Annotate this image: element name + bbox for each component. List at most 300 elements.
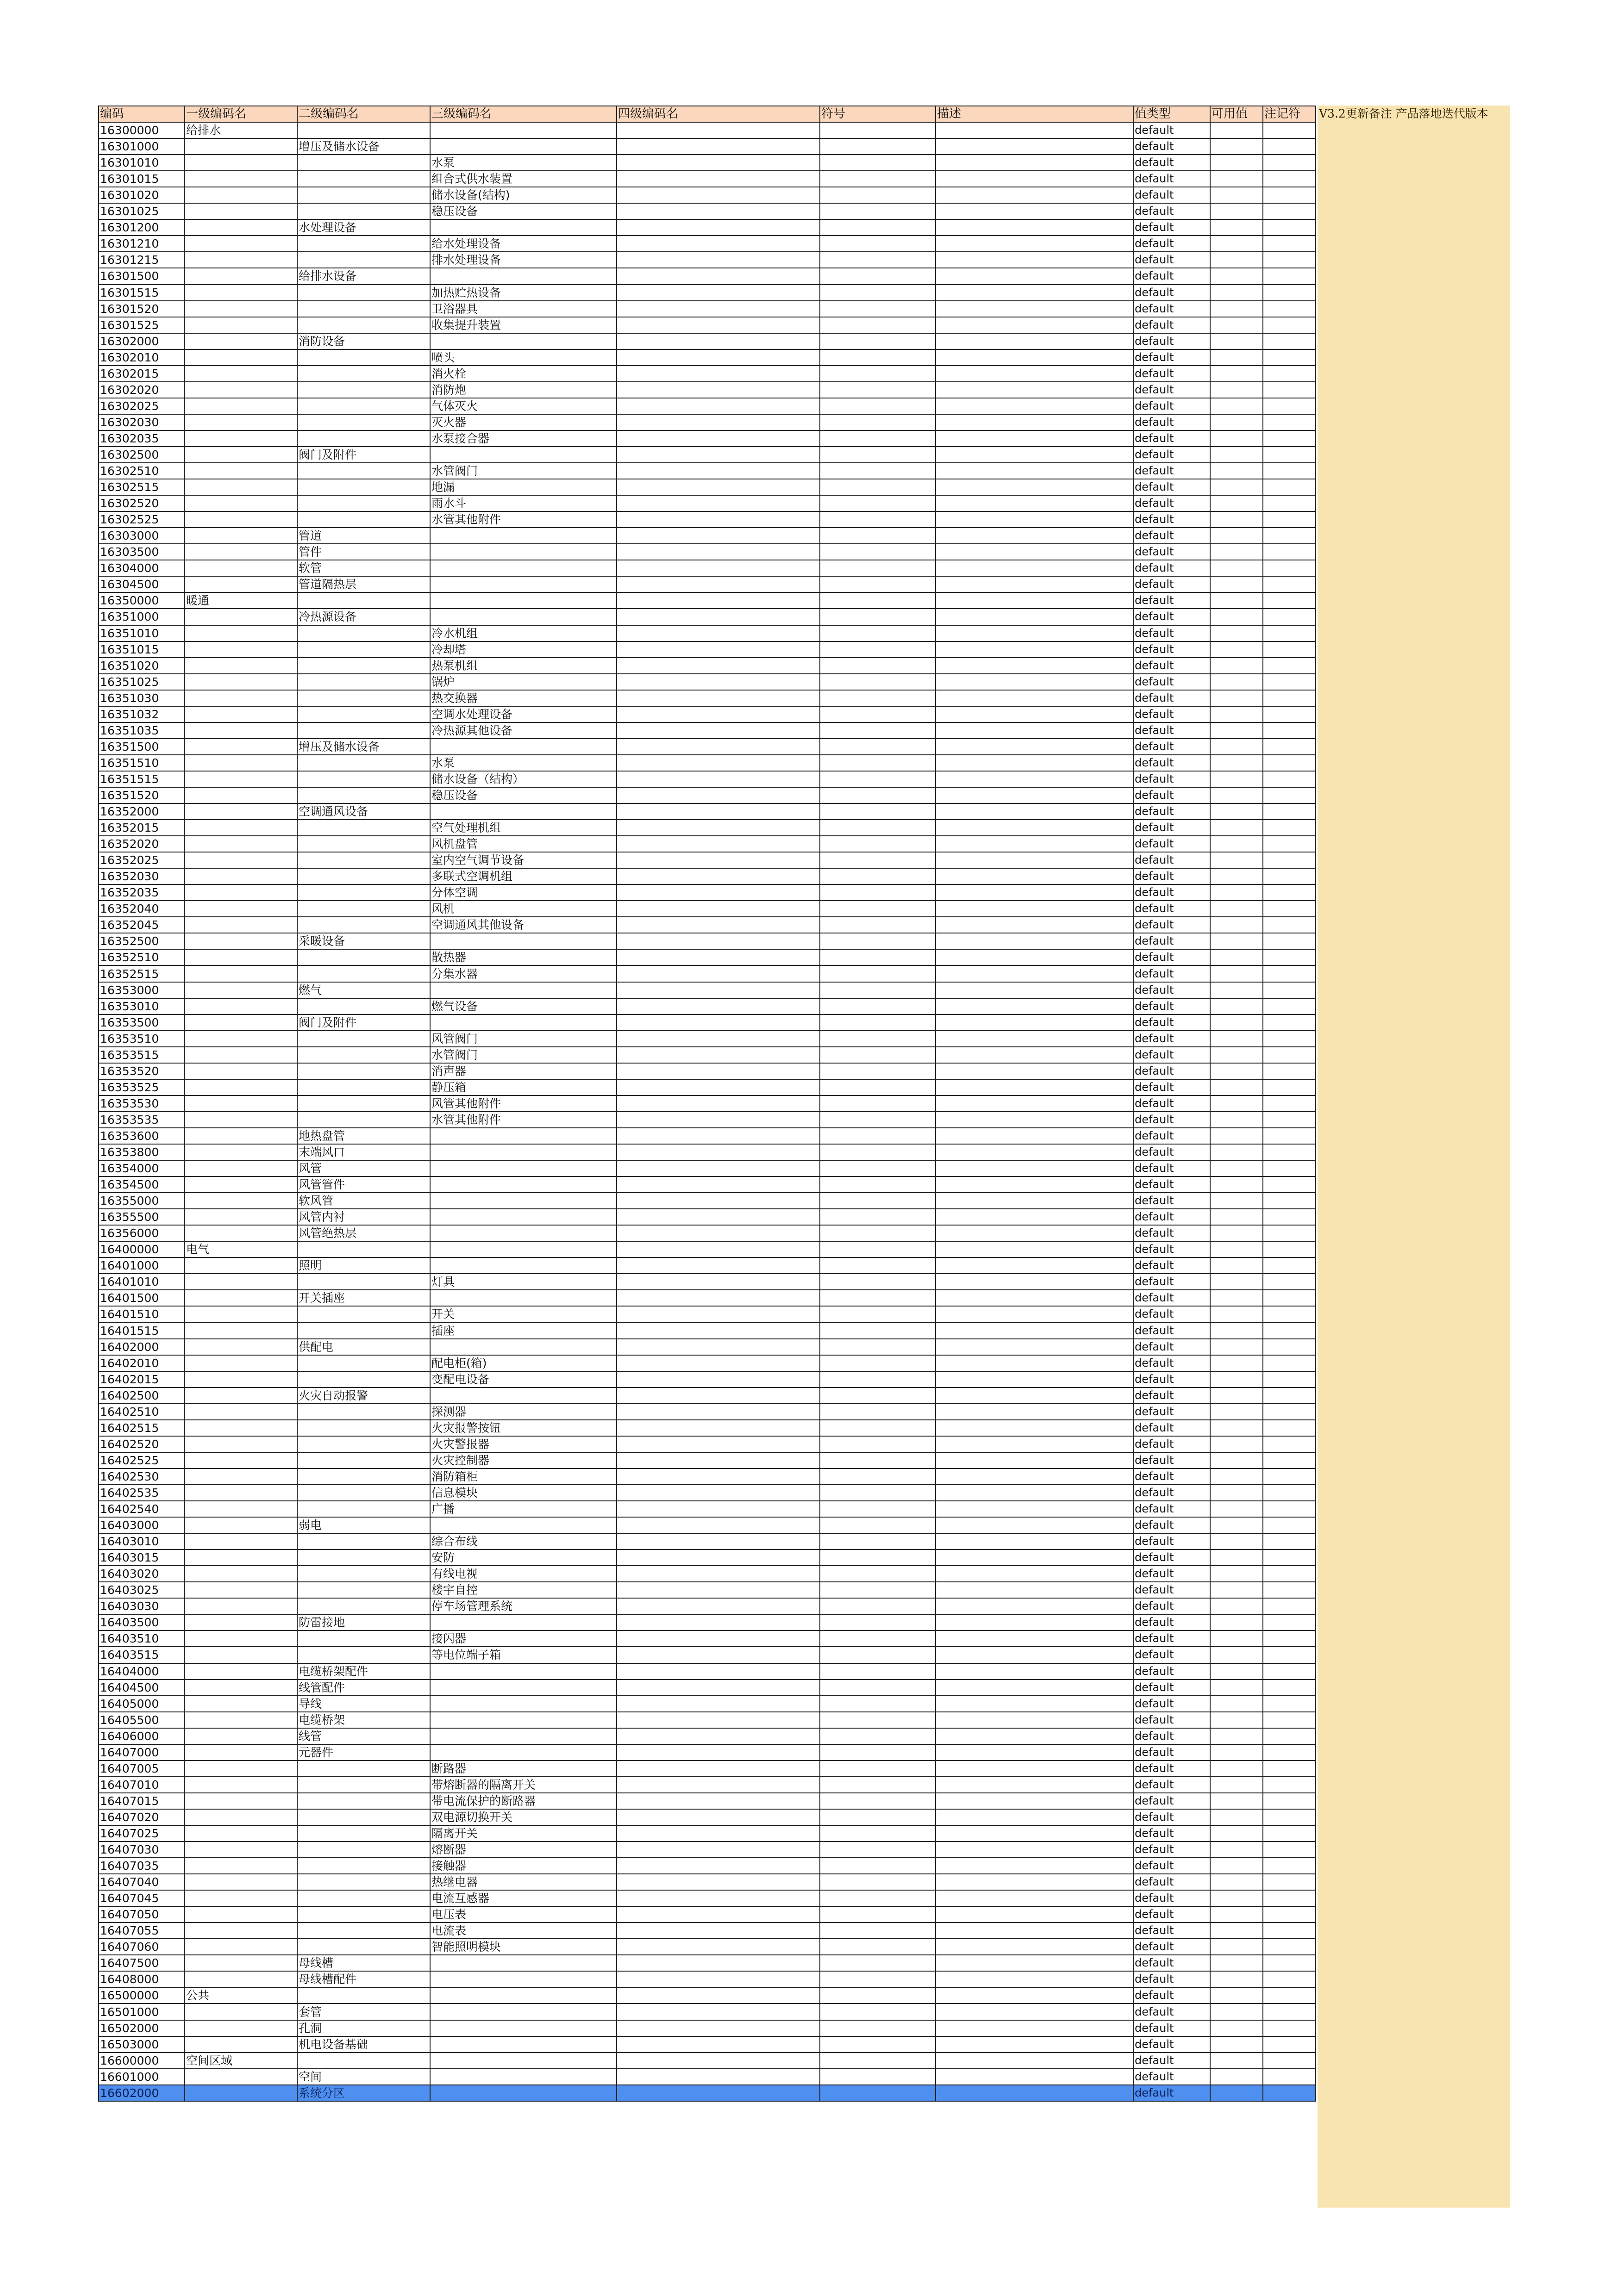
cell-code[interactable]: 16301010 xyxy=(99,155,185,171)
cell-level3[interactable] xyxy=(430,1728,617,1744)
cell-allowed-values[interactable] xyxy=(1210,2053,1263,2069)
cell-allowed-values[interactable] xyxy=(1210,1128,1263,1144)
cell-symbol[interactable] xyxy=(820,1274,936,1290)
cell-level1[interactable] xyxy=(185,917,297,933)
table-row[interactable] xyxy=(99,625,1316,641)
cell-symbol[interactable] xyxy=(820,366,936,382)
cell-description[interactable] xyxy=(936,1680,1133,1696)
cell-allowed-values[interactable] xyxy=(1210,771,1263,787)
cell-code[interactable]: 16352015 xyxy=(99,820,185,836)
cell-description[interactable] xyxy=(936,1858,1133,1874)
table-row[interactable] xyxy=(99,1501,1316,1517)
cell-description[interactable] xyxy=(936,1598,1133,1614)
cell-note[interactable] xyxy=(1263,1614,1316,1630)
cell-value-type[interactable]: default xyxy=(1133,658,1210,674)
cell-level2[interactable] xyxy=(297,1452,430,1468)
cell-symbol[interactable] xyxy=(820,933,936,949)
cell-description[interactable] xyxy=(936,1533,1133,1549)
cell-level2[interactable] xyxy=(297,1274,430,1290)
cell-note[interactable] xyxy=(1263,1160,1316,1176)
cell-value-type[interactable]: default xyxy=(1133,836,1210,852)
cell-level2[interactable] xyxy=(297,1436,430,1452)
cell-note[interactable] xyxy=(1263,349,1316,366)
cell-level3[interactable]: 给水处理设备 xyxy=(430,236,617,252)
table-row[interactable] xyxy=(99,447,1316,463)
cell-symbol[interactable] xyxy=(820,2085,936,2101)
cell-level2[interactable]: 消防设备 xyxy=(297,333,430,349)
table-row[interactable] xyxy=(99,2053,1316,2069)
cell-level3[interactable] xyxy=(430,2036,617,2053)
cell-symbol[interactable] xyxy=(820,1323,936,1339)
cell-level3[interactable] xyxy=(430,219,617,236)
cell-allowed-values[interactable] xyxy=(1210,463,1263,479)
cell-description[interactable] xyxy=(936,592,1133,609)
cell-level3[interactable] xyxy=(430,1663,617,1680)
table-row[interactable] xyxy=(99,1566,1316,1582)
cell-level3[interactable]: 空调水处理设备 xyxy=(430,706,617,722)
cell-level3[interactable] xyxy=(430,333,617,349)
cell-level2[interactable] xyxy=(297,771,430,787)
cell-level1[interactable] xyxy=(185,511,297,528)
table-row[interactable] xyxy=(99,1388,1316,1404)
cell-note[interactable] xyxy=(1263,933,1316,949)
table-row[interactable] xyxy=(99,820,1316,836)
cell-code[interactable]: 16351515 xyxy=(99,771,185,787)
cell-level3[interactable]: 收集提升装置 xyxy=(430,317,617,333)
cell-level1[interactable] xyxy=(185,1630,297,1647)
table-row[interactable] xyxy=(99,1890,1316,1906)
cell-allowed-values[interactable] xyxy=(1210,1323,1263,1339)
cell-symbol[interactable] xyxy=(820,1420,936,1436)
cell-level3[interactable] xyxy=(430,122,617,138)
cell-level2[interactable] xyxy=(297,1549,430,1566)
cell-value-type[interactable]: default xyxy=(1133,1533,1210,1549)
table-row[interactable] xyxy=(99,1160,1316,1176)
cell-level4[interactable] xyxy=(617,771,820,787)
cell-level1[interactable] xyxy=(185,1744,297,1761)
table-row[interactable] xyxy=(99,528,1316,544)
cell-value-type[interactable]: default xyxy=(1133,722,1210,739)
cell-level3[interactable]: 消火栓 xyxy=(430,366,617,382)
cell-allowed-values[interactable] xyxy=(1210,1566,1263,1582)
cell-level1[interactable] xyxy=(185,1420,297,1436)
cell-level1[interactable] xyxy=(185,1176,297,1193)
cell-level1[interactable] xyxy=(185,1193,297,1209)
cell-symbol[interactable] xyxy=(820,187,936,203)
cell-description[interactable] xyxy=(936,495,1133,511)
cell-symbol[interactable] xyxy=(820,1452,936,1468)
cell-symbol[interactable] xyxy=(820,739,936,755)
cell-allowed-values[interactable] xyxy=(1210,1923,1263,1939)
cell-value-type[interactable]: default xyxy=(1133,1680,1210,1696)
cell-symbol[interactable] xyxy=(820,787,936,803)
table-row[interactable] xyxy=(99,982,1316,998)
cell-level4[interactable] xyxy=(617,1160,820,1176)
cell-value-type[interactable]: default xyxy=(1133,1842,1210,1858)
table-row[interactable] xyxy=(99,2069,1316,2085)
cell-level1[interactable]: 空间区域 xyxy=(185,2053,297,2069)
cell-level4[interactable] xyxy=(617,706,820,722)
cell-symbol[interactable] xyxy=(820,317,936,333)
cell-level2[interactable]: 风管绝热层 xyxy=(297,1225,430,1241)
cell-level4[interactable] xyxy=(617,755,820,771)
cell-value-type[interactable]: default xyxy=(1133,1452,1210,1468)
cell-level3[interactable]: 空调通风其他设备 xyxy=(430,917,617,933)
table-row[interactable] xyxy=(99,1420,1316,1436)
cell-code[interactable]: 16352025 xyxy=(99,852,185,868)
cell-code[interactable]: 16301500 xyxy=(99,268,185,284)
cell-note[interactable] xyxy=(1263,658,1316,674)
cell-allowed-values[interactable] xyxy=(1210,333,1263,349)
cell-allowed-values[interactable] xyxy=(1210,1031,1263,1047)
cell-symbol[interactable] xyxy=(820,349,936,366)
cell-note[interactable] xyxy=(1263,1323,1316,1339)
table-row[interactable] xyxy=(99,333,1316,349)
table-row[interactable] xyxy=(99,1696,1316,1712)
cell-description[interactable] xyxy=(936,1128,1133,1144)
table-row[interactable] xyxy=(99,706,1316,722)
cell-level4[interactable] xyxy=(617,1339,820,1355)
cell-level4[interactable] xyxy=(617,349,820,366)
cell-level1[interactable] xyxy=(185,1112,297,1128)
cell-level2[interactable] xyxy=(297,1031,430,1047)
cell-code[interactable]: 16300000 xyxy=(99,122,185,138)
cell-code[interactable]: 16301025 xyxy=(99,203,185,219)
cell-allowed-values[interactable] xyxy=(1210,171,1263,187)
table-row[interactable] xyxy=(99,398,1316,414)
cell-level3[interactable] xyxy=(430,576,617,592)
cell-description[interactable] xyxy=(936,1793,1133,1809)
cell-note[interactable] xyxy=(1263,1809,1316,1825)
cell-code[interactable]: 16407060 xyxy=(99,1939,185,1955)
cell-level1[interactable] xyxy=(185,1874,297,1890)
cell-description[interactable] xyxy=(936,2004,1133,2020)
cell-level3[interactable]: 分体空调 xyxy=(430,884,617,901)
cell-symbol[interactable] xyxy=(820,1874,936,1890)
cell-allowed-values[interactable] xyxy=(1210,252,1263,268)
table-row[interactable] xyxy=(99,884,1316,901)
cell-level3[interactable] xyxy=(430,1955,617,1971)
cell-level1[interactable] xyxy=(185,706,297,722)
cell-note[interactable] xyxy=(1263,1112,1316,1128)
cell-value-type[interactable]: default xyxy=(1133,1630,1210,1647)
table-row[interactable] xyxy=(99,1095,1316,1112)
cell-level4[interactable] xyxy=(617,1630,820,1647)
cell-allowed-values[interactable] xyxy=(1210,1420,1263,1436)
cell-level2[interactable] xyxy=(297,203,430,219)
cell-note[interactable] xyxy=(1263,1241,1316,1257)
cell-note[interactable] xyxy=(1263,1209,1316,1225)
cell-symbol[interactable] xyxy=(820,2069,936,2085)
cell-note[interactable] xyxy=(1263,1566,1316,1582)
cell-value-type[interactable]: default xyxy=(1133,430,1210,447)
cell-code[interactable]: 16407045 xyxy=(99,1890,185,1906)
cell-description[interactable] xyxy=(936,1939,1133,1955)
cell-symbol[interactable] xyxy=(820,528,936,544)
cell-value-type[interactable]: default xyxy=(1133,2085,1210,2101)
cell-level4[interactable] xyxy=(617,333,820,349)
cell-note[interactable] xyxy=(1263,1890,1316,1906)
cell-level3[interactable]: 稳压设备 xyxy=(430,203,617,219)
cell-level3[interactable]: 风管其他附件 xyxy=(430,1095,617,1112)
table-row[interactable] xyxy=(99,1761,1316,1777)
table-row[interactable] xyxy=(99,1939,1316,1955)
cell-value-type[interactable]: default xyxy=(1133,1290,1210,1306)
cell-code[interactable]: 16353000 xyxy=(99,982,185,998)
cell-level1[interactable] xyxy=(185,998,297,1014)
cell-level1[interactable] xyxy=(185,138,297,155)
table-row[interactable] xyxy=(99,1793,1316,1809)
cell-level2[interactable] xyxy=(297,1468,430,1485)
cell-symbol[interactable] xyxy=(820,203,936,219)
cell-allowed-values[interactable] xyxy=(1210,1696,1263,1712)
table-row[interactable] xyxy=(99,511,1316,528)
cell-allowed-values[interactable] xyxy=(1210,1355,1263,1371)
cell-level2[interactable]: 供配电 xyxy=(297,1339,430,1355)
cell-level1[interactable] xyxy=(185,933,297,949)
cell-level2[interactable] xyxy=(297,1842,430,1858)
cell-level4[interactable] xyxy=(617,1566,820,1582)
cell-code[interactable]: 16402525 xyxy=(99,1452,185,1468)
cell-symbol[interactable] xyxy=(820,495,936,511)
cell-allowed-values[interactable] xyxy=(1210,1744,1263,1761)
cell-level2[interactable] xyxy=(297,836,430,852)
cell-symbol[interactable] xyxy=(820,1290,936,1306)
cell-symbol[interactable] xyxy=(820,1712,936,1728)
cell-level3[interactable]: 分集水器 xyxy=(430,965,617,982)
cell-value-type[interactable]: default xyxy=(1133,1144,1210,1160)
cell-allowed-values[interactable] xyxy=(1210,414,1263,430)
cell-level1[interactable] xyxy=(185,852,297,868)
cell-level2[interactable] xyxy=(297,592,430,609)
cell-code[interactable]: 16400000 xyxy=(99,1241,185,1257)
cell-level3[interactable]: 综合布线 xyxy=(430,1533,617,1549)
cell-allowed-values[interactable] xyxy=(1210,1517,1263,1533)
cell-note[interactable] xyxy=(1263,1371,1316,1388)
cell-note[interactable] xyxy=(1263,1079,1316,1095)
cell-description[interactable] xyxy=(936,1728,1133,1744)
cell-level3[interactable]: 灭火器 xyxy=(430,414,617,430)
cell-level1[interactable] xyxy=(185,1031,297,1047)
cell-value-type[interactable]: default xyxy=(1133,2036,1210,2053)
cell-code[interactable]: 16351000 xyxy=(99,609,185,625)
cell-note[interactable] xyxy=(1263,1128,1316,1144)
cell-symbol[interactable] xyxy=(820,576,936,592)
cell-code[interactable]: 16354000 xyxy=(99,1160,185,1176)
cell-level3[interactable]: 加热贮热设备 xyxy=(430,285,617,301)
table-row[interactable] xyxy=(99,576,1316,592)
cell-level2[interactable]: 火灾自动报警 xyxy=(297,1388,430,1404)
cell-level3[interactable]: 水泵 xyxy=(430,155,617,171)
cell-value-type[interactable]: default xyxy=(1133,1549,1210,1566)
cell-level3[interactable] xyxy=(430,1257,617,1274)
cell-symbol[interactable] xyxy=(820,771,936,787)
cell-description[interactable] xyxy=(936,2053,1133,2069)
cell-description[interactable] xyxy=(936,447,1133,463)
cell-allowed-values[interactable] xyxy=(1210,1112,1263,1128)
cell-symbol[interactable] xyxy=(820,1047,936,1063)
cell-level1[interactable] xyxy=(185,820,297,836)
cell-description[interactable] xyxy=(936,1842,1133,1858)
cell-level1[interactable] xyxy=(185,576,297,592)
cell-description[interactable] xyxy=(936,836,1133,852)
cell-note[interactable] xyxy=(1263,949,1316,965)
cell-level3[interactable]: 接闪器 xyxy=(430,1630,617,1647)
cell-symbol[interactable] xyxy=(820,706,936,722)
cell-level1[interactable] xyxy=(185,1890,297,1906)
cell-allowed-values[interactable] xyxy=(1210,1582,1263,1598)
cell-value-type[interactable]: default xyxy=(1133,2053,1210,2069)
cell-description[interactable] xyxy=(936,1501,1133,1517)
cell-description[interactable] xyxy=(936,1987,1133,2004)
cell-code[interactable]: 16304500 xyxy=(99,576,185,592)
cell-description[interactable] xyxy=(936,852,1133,868)
cell-allowed-values[interactable] xyxy=(1210,285,1263,301)
cell-level4[interactable] xyxy=(617,690,820,706)
cell-symbol[interactable] xyxy=(820,965,936,982)
cell-level4[interactable] xyxy=(617,982,820,998)
cell-description[interactable] xyxy=(936,1095,1133,1112)
cell-note[interactable] xyxy=(1263,187,1316,203)
cell-level3[interactable]: 储水设备（结构） xyxy=(430,771,617,787)
cell-symbol[interactable] xyxy=(820,1582,936,1598)
cell-level3[interactable]: 配电柜(箱) xyxy=(430,1355,617,1371)
cell-symbol[interactable] xyxy=(820,1680,936,1696)
cell-level3[interactable] xyxy=(430,560,617,576)
cell-description[interactable] xyxy=(936,965,1133,982)
cell-level2[interactable]: 母线槽配件 xyxy=(297,1971,430,1987)
cell-description[interactable] xyxy=(936,236,1133,252)
cell-description[interactable] xyxy=(936,1371,1133,1388)
cell-note[interactable] xyxy=(1263,755,1316,771)
cell-symbol[interactable] xyxy=(820,1533,936,1549)
cell-value-type[interactable]: default xyxy=(1133,2020,1210,2036)
cell-level1[interactable] xyxy=(185,1712,297,1728)
cell-allowed-values[interactable] xyxy=(1210,495,1263,511)
table-row[interactable] xyxy=(99,1598,1316,1614)
cell-level3[interactable]: 开关 xyxy=(430,1306,617,1322)
cell-level4[interactable] xyxy=(617,965,820,982)
cell-level3[interactable] xyxy=(430,1987,617,2004)
cell-level3[interactable]: 探测器 xyxy=(430,1404,617,1420)
cell-level1[interactable] xyxy=(185,949,297,965)
cell-level4[interactable] xyxy=(617,901,820,917)
cell-level1[interactable] xyxy=(185,787,297,803)
cell-level2[interactable] xyxy=(297,1582,430,1598)
cell-allowed-values[interactable] xyxy=(1210,1761,1263,1777)
cell-level2[interactable] xyxy=(297,884,430,901)
cell-code[interactable]: 16402500 xyxy=(99,1388,185,1404)
cell-level4[interactable] xyxy=(617,722,820,739)
cell-level1[interactable] xyxy=(185,544,297,560)
cell-level3[interactable]: 风机盘管 xyxy=(430,836,617,852)
cell-symbol[interactable] xyxy=(820,463,936,479)
cell-code[interactable]: 16407025 xyxy=(99,1825,185,1842)
cell-level2[interactable] xyxy=(297,430,430,447)
cell-allowed-values[interactable] xyxy=(1210,560,1263,576)
cell-allowed-values[interactable] xyxy=(1210,722,1263,739)
cell-code[interactable]: 16351010 xyxy=(99,625,185,641)
cell-note[interactable] xyxy=(1263,479,1316,495)
table-row[interactable] xyxy=(99,122,1316,138)
cell-symbol[interactable] xyxy=(820,1176,936,1193)
cell-allowed-values[interactable] xyxy=(1210,1160,1263,1176)
cell-allowed-values[interactable] xyxy=(1210,187,1263,203)
cell-allowed-values[interactable] xyxy=(1210,1680,1263,1696)
cell-description[interactable] xyxy=(936,641,1133,658)
cell-symbol[interactable] xyxy=(820,1744,936,1761)
table-row[interactable] xyxy=(99,1549,1316,1566)
cell-symbol[interactable] xyxy=(820,155,936,171)
cell-value-type[interactable]: default xyxy=(1133,1939,1210,1955)
cell-note[interactable] xyxy=(1263,155,1316,171)
cell-level1[interactable] xyxy=(185,1809,297,1825)
cell-symbol[interactable] xyxy=(820,1971,936,1987)
cell-level3[interactable]: 风机 xyxy=(430,901,617,917)
cell-description[interactable] xyxy=(936,155,1133,171)
cell-description[interactable] xyxy=(936,1323,1133,1339)
cell-level1[interactable] xyxy=(185,414,297,430)
cell-level2[interactable] xyxy=(297,366,430,382)
cell-level2[interactable] xyxy=(297,1323,430,1339)
cell-description[interactable] xyxy=(936,479,1133,495)
cell-allowed-values[interactable] xyxy=(1210,1079,1263,1095)
cell-level2[interactable]: 空间 xyxy=(297,2069,430,2085)
cell-level2[interactable]: 风管 xyxy=(297,1160,430,1176)
table-row[interactable] xyxy=(99,1874,1316,1890)
cell-allowed-values[interactable] xyxy=(1210,138,1263,155)
cell-level4[interactable] xyxy=(617,1468,820,1485)
cell-value-type[interactable]: default xyxy=(1133,852,1210,868)
cell-level1[interactable] xyxy=(185,658,297,674)
table-row[interactable] xyxy=(99,836,1316,852)
cell-code[interactable]: 16351035 xyxy=(99,722,185,739)
cell-code[interactable]: 16351015 xyxy=(99,641,185,658)
table-row[interactable] xyxy=(99,138,1316,155)
cell-value-type[interactable]: default xyxy=(1133,1193,1210,1209)
cell-level1[interactable] xyxy=(185,884,297,901)
cell-allowed-values[interactable] xyxy=(1210,1241,1263,1257)
cell-level4[interactable] xyxy=(617,1388,820,1404)
cell-level1[interactable] xyxy=(185,641,297,658)
cell-description[interactable] xyxy=(936,1614,1133,1630)
cell-level2[interactable] xyxy=(297,1923,430,1939)
cell-description[interactable] xyxy=(936,285,1133,301)
cell-level1[interactable] xyxy=(185,1858,297,1874)
cell-value-type[interactable]: default xyxy=(1133,982,1210,998)
cell-code[interactable]: 16407020 xyxy=(99,1809,185,1825)
cell-level2[interactable] xyxy=(297,1533,430,1549)
cell-allowed-values[interactable] xyxy=(1210,820,1263,836)
cell-level4[interactable] xyxy=(617,787,820,803)
table-row[interactable] xyxy=(99,1306,1316,1322)
cell-symbol[interactable] xyxy=(820,1031,936,1047)
cell-note[interactable] xyxy=(1263,1063,1316,1079)
cell-code[interactable]: 16353500 xyxy=(99,1014,185,1031)
cell-level1[interactable] xyxy=(185,236,297,252)
cell-level3[interactable]: 卫浴器具 xyxy=(430,301,617,317)
cell-level1[interactable] xyxy=(185,398,297,414)
cell-allowed-values[interactable] xyxy=(1210,949,1263,965)
cell-level3[interactable]: 锅炉 xyxy=(430,674,617,690)
cell-level4[interactable] xyxy=(617,285,820,301)
cell-level2[interactable] xyxy=(297,901,430,917)
cell-symbol[interactable] xyxy=(820,884,936,901)
cell-level1[interactable] xyxy=(185,1388,297,1404)
cell-level4[interactable] xyxy=(617,1680,820,1696)
cell-level4[interactable] xyxy=(617,576,820,592)
cell-description[interactable] xyxy=(936,1112,1133,1128)
